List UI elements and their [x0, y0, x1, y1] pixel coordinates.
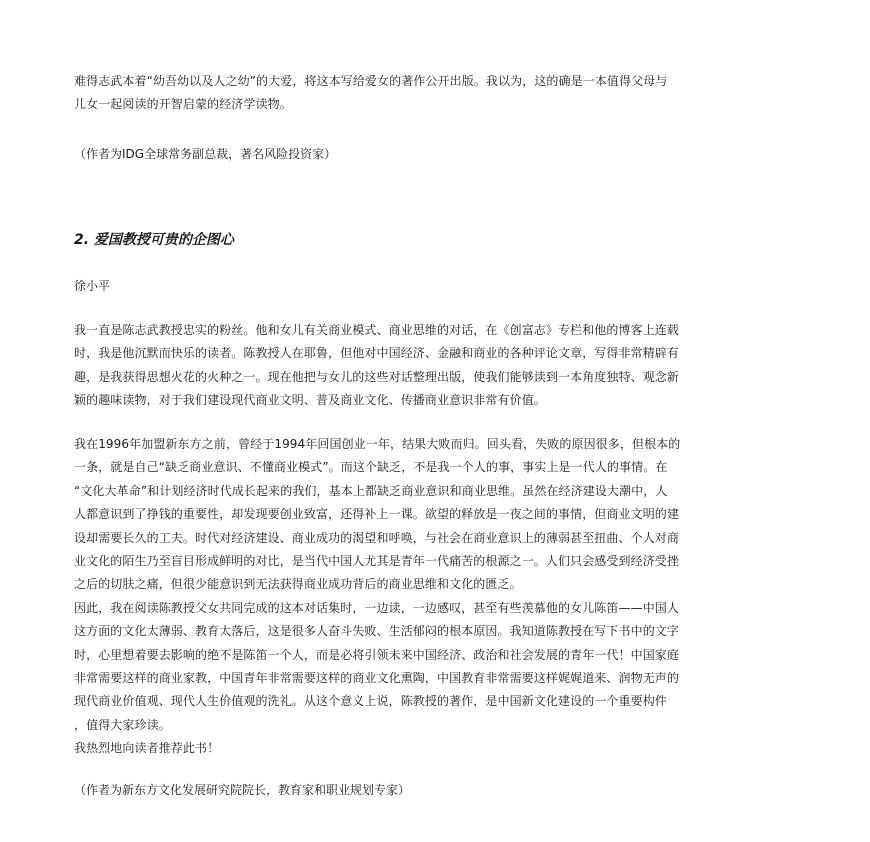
text-line: 我在1996年加盟新东方之前，曾经于1994年回国创业一年，结果大败而归。回头看，失败的原因很多，但根本的	[74, 437, 681, 451]
text-line: 儿女一起阅读的开智启蒙的经济学读物。	[74, 97, 292, 112]
text-line: 我一直是陈志武教授忠实的粉丝。他和女儿有关商业模式、商业思维的对话，在《创富志》专栏和他的博客上连载	[74, 323, 680, 337]
text-line: 时，我是他沉默而快乐的读者。陈教授人在耶鲁，但他对中国经济、金融和商业的各种评论文章，写得非常精辟有	[74, 346, 680, 361]
text-line: 业文化的陌生乃至盲目形成鲜明的对比，是当代中国人尤其是青年一代痛苦的根源之一。人们只会感受到经济受挫	[74, 554, 680, 569]
text-line: 现代商业价值观、现代人生价值观的洗礼。从这个意义上说，陈教授的著作，是中国新文化建设的一个重要构件	[74, 694, 667, 709]
author-name: 徐小平	[74, 279, 111, 293]
author-note-1: （作者为IDG全球常务副总裁，著名风险投资家）	[74, 147, 337, 161]
text-line: 趣，是我获得思想火花的火种之一。现在他把与女儿的这些对话整理出版，使我们能够读到一本角度独特、观念新	[74, 369, 680, 384]
text-line: 一条，就是自己“缺乏商业意识、不懂商业模式”。而这个缺乏，不是我一个人的事，事实上是一代人的事情。在	[74, 460, 668, 475]
text-line: 颖的趣味读物，对于我们建设现代商业文明、普及商业文化、传播商业意识非常有价值。	[74, 393, 546, 408]
paragraph-2	[74, 433, 814, 761]
intro-paragraph	[74, 70, 814, 117]
text-line: 非常需要这样的商业家教，中国青年非常需要这样的商业文化熏陶，中国教育非常需要这样娓娓道来、润物无声的	[74, 671, 680, 686]
text-line: 我热烈地向读者推荐此书！	[74, 741, 220, 756]
text-line: 设却需要长久的工夫。时代对经济建设、商业成功的渴望和呼唤，与社会在商业意识上的薄弱甚至扭曲、个人对商	[74, 530, 680, 545]
section-heading: 2. 爱国教授可贵的企图心	[74, 232, 234, 248]
text-line: 之后的切肤之痛，但很少能意识到无法获得商业成功背后的商业思维和文化的匮乏。	[74, 577, 522, 592]
text-line: “文化大革命”和计划经济时代成长起来的我们，基本上都缺乏商业意识和商业思维。虽然在经济建设大潮中，人	[74, 483, 668, 498]
text-line: 人都意识到了挣钱的重要性，却发现要创业致富，还得补上一课。欲望的释放是一夜之间的事情，但商业文明的建	[74, 507, 680, 522]
text-line: 难得志武本着“幼吾幼以及人之幼”的大爱，将这本写给爱女的著作公开出版。我以为，这的确是一本值得父母与	[74, 74, 668, 88]
paragraph-1	[74, 319, 814, 413]
text-line: 因此，我在阅读陈教授父女共同完成的这本对话集时，一边读，一边感叹，甚至有些羡慕他的女儿陈笛——中国人	[74, 600, 680, 615]
text-line: 时，心里想着要去影响的绝不是陈笛一个人，而是必将引领未来中国经济、政治和社会发展的青年一代！中国家庭	[74, 647, 680, 662]
author-note-2: （作者为新东方文化发展研究院院长，教育家和职业规划专家）	[74, 783, 411, 797]
text-line: ，值得大家珍读。	[74, 717, 171, 732]
text-line: 这方面的文化太薄弱、教育太落后，这是很多人奋斗失败、生活郁闷的根本原因。我知道陈教授在写下书中的文字	[74, 624, 680, 639]
